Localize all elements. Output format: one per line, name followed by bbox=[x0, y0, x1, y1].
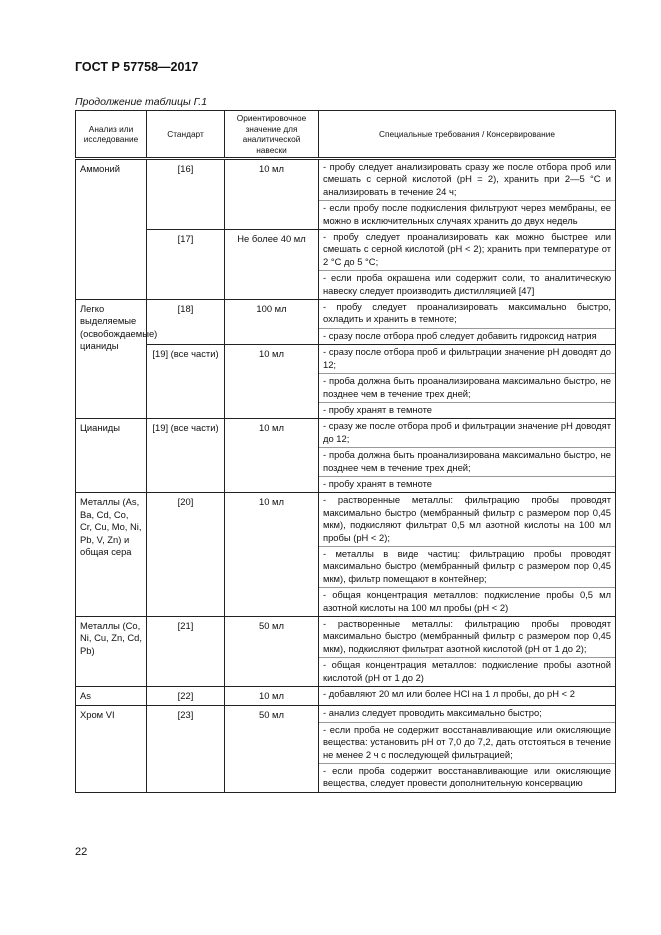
requirements-cell bbox=[319, 419, 616, 493]
requirement-item: - пробу хранят в темноте bbox=[323, 477, 432, 489]
requirement-item: - сразу после отбора проб следует добавить гидроксид натрия bbox=[323, 329, 597, 341]
analysis-name-cell: As bbox=[76, 687, 147, 706]
requirement-item: - если проба содержит восстанавливающие или окисляющие вещества, следует провести дополнительную консервацию bbox=[323, 765, 611, 789]
volume-cell: 100 мл bbox=[225, 300, 319, 345]
volume-cell: 10 мл bbox=[225, 687, 319, 706]
document-header: ГОСТ Р 57758—2017 bbox=[75, 60, 199, 74]
requirement-item: - общая концентрация металлов: подкисление пробы 0,5 мл азотной кислоты на 100 мл пробы (pH < 2) bbox=[323, 589, 611, 613]
requirement-item: - растворенные металлы: фильтрацию пробы проводят максимально быстро (мембранный фильтр с размером пор 0,45 мкм), подкисляют фильтрат 0,5 мл азотной кислоты на 100 мл пробы (pH < 2); bbox=[319, 493, 615, 547]
requirement-item: - пробу хранят в темноте bbox=[323, 403, 432, 415]
standard-cell: [17] bbox=[147, 230, 225, 300]
requirements-cell bbox=[319, 230, 616, 300]
volume-cell: 50 мл bbox=[225, 706, 319, 792]
requirements-cell bbox=[319, 687, 616, 706]
standard-cell: [16] bbox=[147, 159, 225, 230]
table-row bbox=[76, 706, 616, 792]
requirement-item: - растворенные металлы: фильтрацию пробы проводят максимально быстро (мембранный фильтр с размером пор 0,45 мкм), подкисляют фильтрат азотной кислотой (pH от 1 до 2); bbox=[319, 617, 615, 658]
requirement-item: - если проба не содержит восстанавливающие или окисляющие вещества: установить pH от 7,0 до 7,2, дать отстояться в течение не менее 2 ч с последующей фильтрацией; bbox=[319, 723, 615, 764]
requirement-item: - если пробу после подкисления фильтруют через мембраны, ее можно в исключительных случаях хранить до двух недель bbox=[323, 202, 611, 226]
standard-cell: [20] bbox=[147, 493, 225, 617]
standard-cell: [19] (все части) bbox=[147, 345, 225, 419]
standard-cell: [19] (все части) bbox=[147, 419, 225, 493]
table-caption: Продолжение таблицы Г.1 bbox=[75, 96, 208, 108]
requirements-cell bbox=[319, 706, 616, 792]
requirement-item: - сразу же после отбора проб и фильтрации значение pH доводят до 12; bbox=[319, 419, 615, 448]
standard-cell: [23] bbox=[147, 706, 225, 792]
analysis-name-cell: Металлы (Co, Ni, Cu, Zn, Cd, Pb) bbox=[76, 617, 147, 687]
requirements-cell bbox=[319, 159, 616, 230]
requirements-cell bbox=[319, 300, 616, 345]
sampling-table bbox=[75, 110, 616, 793]
col-header-requirements: Специальные требования / Консервирование bbox=[319, 111, 616, 159]
requirement-item: - проба должна быть проанализирована максимально быстро, не позднее чем в течение трех дней; bbox=[319, 448, 615, 477]
volume-cell: 50 мл bbox=[225, 617, 319, 687]
requirement-item: - общая концентрация металлов: подкисление пробы азотной кислотой (pH от 1 до 2) bbox=[323, 659, 611, 683]
table-row bbox=[76, 159, 616, 230]
requirement-item: - пробу следует анализировать сразу же после отбора проб или смешать с серной кислотой (pH = 2), хранить при 2—5 °С и анализировать в течение 24 ч; bbox=[319, 160, 615, 201]
requirement-item: - металлы в виде частиц: фильтрацию пробы проводят максимально быстро (мембранный фильтр с размером пор 0,45 мкм), фильтр помещают в контейнер; bbox=[319, 547, 615, 588]
analysis-name-cell: Аммоний bbox=[76, 159, 147, 300]
requirement-item: - пробу следует проанализировать максимально быстро, охладить и хранить в темноте; bbox=[319, 300, 615, 329]
table-row bbox=[76, 230, 616, 300]
requirement-item: - если проба окрашена или содержит соли, то аналитическую навеску следует производить дистилляцией [47] bbox=[323, 272, 611, 296]
requirement-item: - добавляют 20 мл или более HCl на 1 л пробы, до pH < 2 bbox=[323, 688, 575, 700]
requirement-item: - анализ следует проводить максимально быстро; bbox=[319, 706, 615, 722]
requirements-cell bbox=[319, 493, 616, 617]
volume-cell: Не более 40 мл bbox=[225, 230, 319, 300]
table-row bbox=[76, 300, 616, 345]
table-row bbox=[76, 617, 616, 687]
requirements-cell bbox=[319, 617, 616, 687]
requirements-cell bbox=[319, 345, 616, 419]
requirement-item: - сразу после отбора проб и фильтрации значение pH доводят до 12; bbox=[319, 345, 615, 374]
analysis-name-cell: Цианиды bbox=[76, 419, 147, 493]
standard-cell: [18] bbox=[147, 300, 225, 345]
analysis-name-cell: Металлы (As, Ba, Cd, Co, Cr, Cu, Mo, Ni, Pb, V, Zn) и общая сера bbox=[76, 493, 147, 617]
volume-cell: 10 мл bbox=[225, 493, 319, 617]
table-row bbox=[76, 493, 616, 617]
standard-cell: [22] bbox=[147, 687, 225, 706]
col-header-analysis: Анализ или исследование bbox=[76, 111, 147, 159]
volume-cell: 10 мл bbox=[225, 419, 319, 493]
col-header-volume: Ориентировочное значение для аналитической навески bbox=[225, 111, 319, 159]
standard-cell: [21] bbox=[147, 617, 225, 687]
volume-cell: 10 мл bbox=[225, 159, 319, 230]
col-header-standard: Стандарт bbox=[147, 111, 225, 159]
page-number: 22 bbox=[75, 846, 88, 858]
requirement-item: - пробу следует проанализировать как можно быстрее или смешать с серной кислотой (pH < 2); хранить при температуре от 2 °С до 5 °С; bbox=[319, 230, 615, 271]
analysis-name-cell: Легко выделяемые (освобождаемые) цианиды bbox=[76, 300, 147, 419]
analysis-name-cell: Хром VI bbox=[76, 706, 147, 792]
volume-cell: 10 мл bbox=[225, 345, 319, 419]
table-row bbox=[76, 345, 616, 419]
table-body bbox=[76, 159, 616, 793]
table-row bbox=[76, 687, 616, 706]
table-row bbox=[76, 419, 616, 493]
requirement-item: - проба должна быть проанализирована максимально быстро, не позднее чем в течение трех дней; bbox=[319, 374, 615, 403]
table-header-row bbox=[76, 111, 616, 159]
